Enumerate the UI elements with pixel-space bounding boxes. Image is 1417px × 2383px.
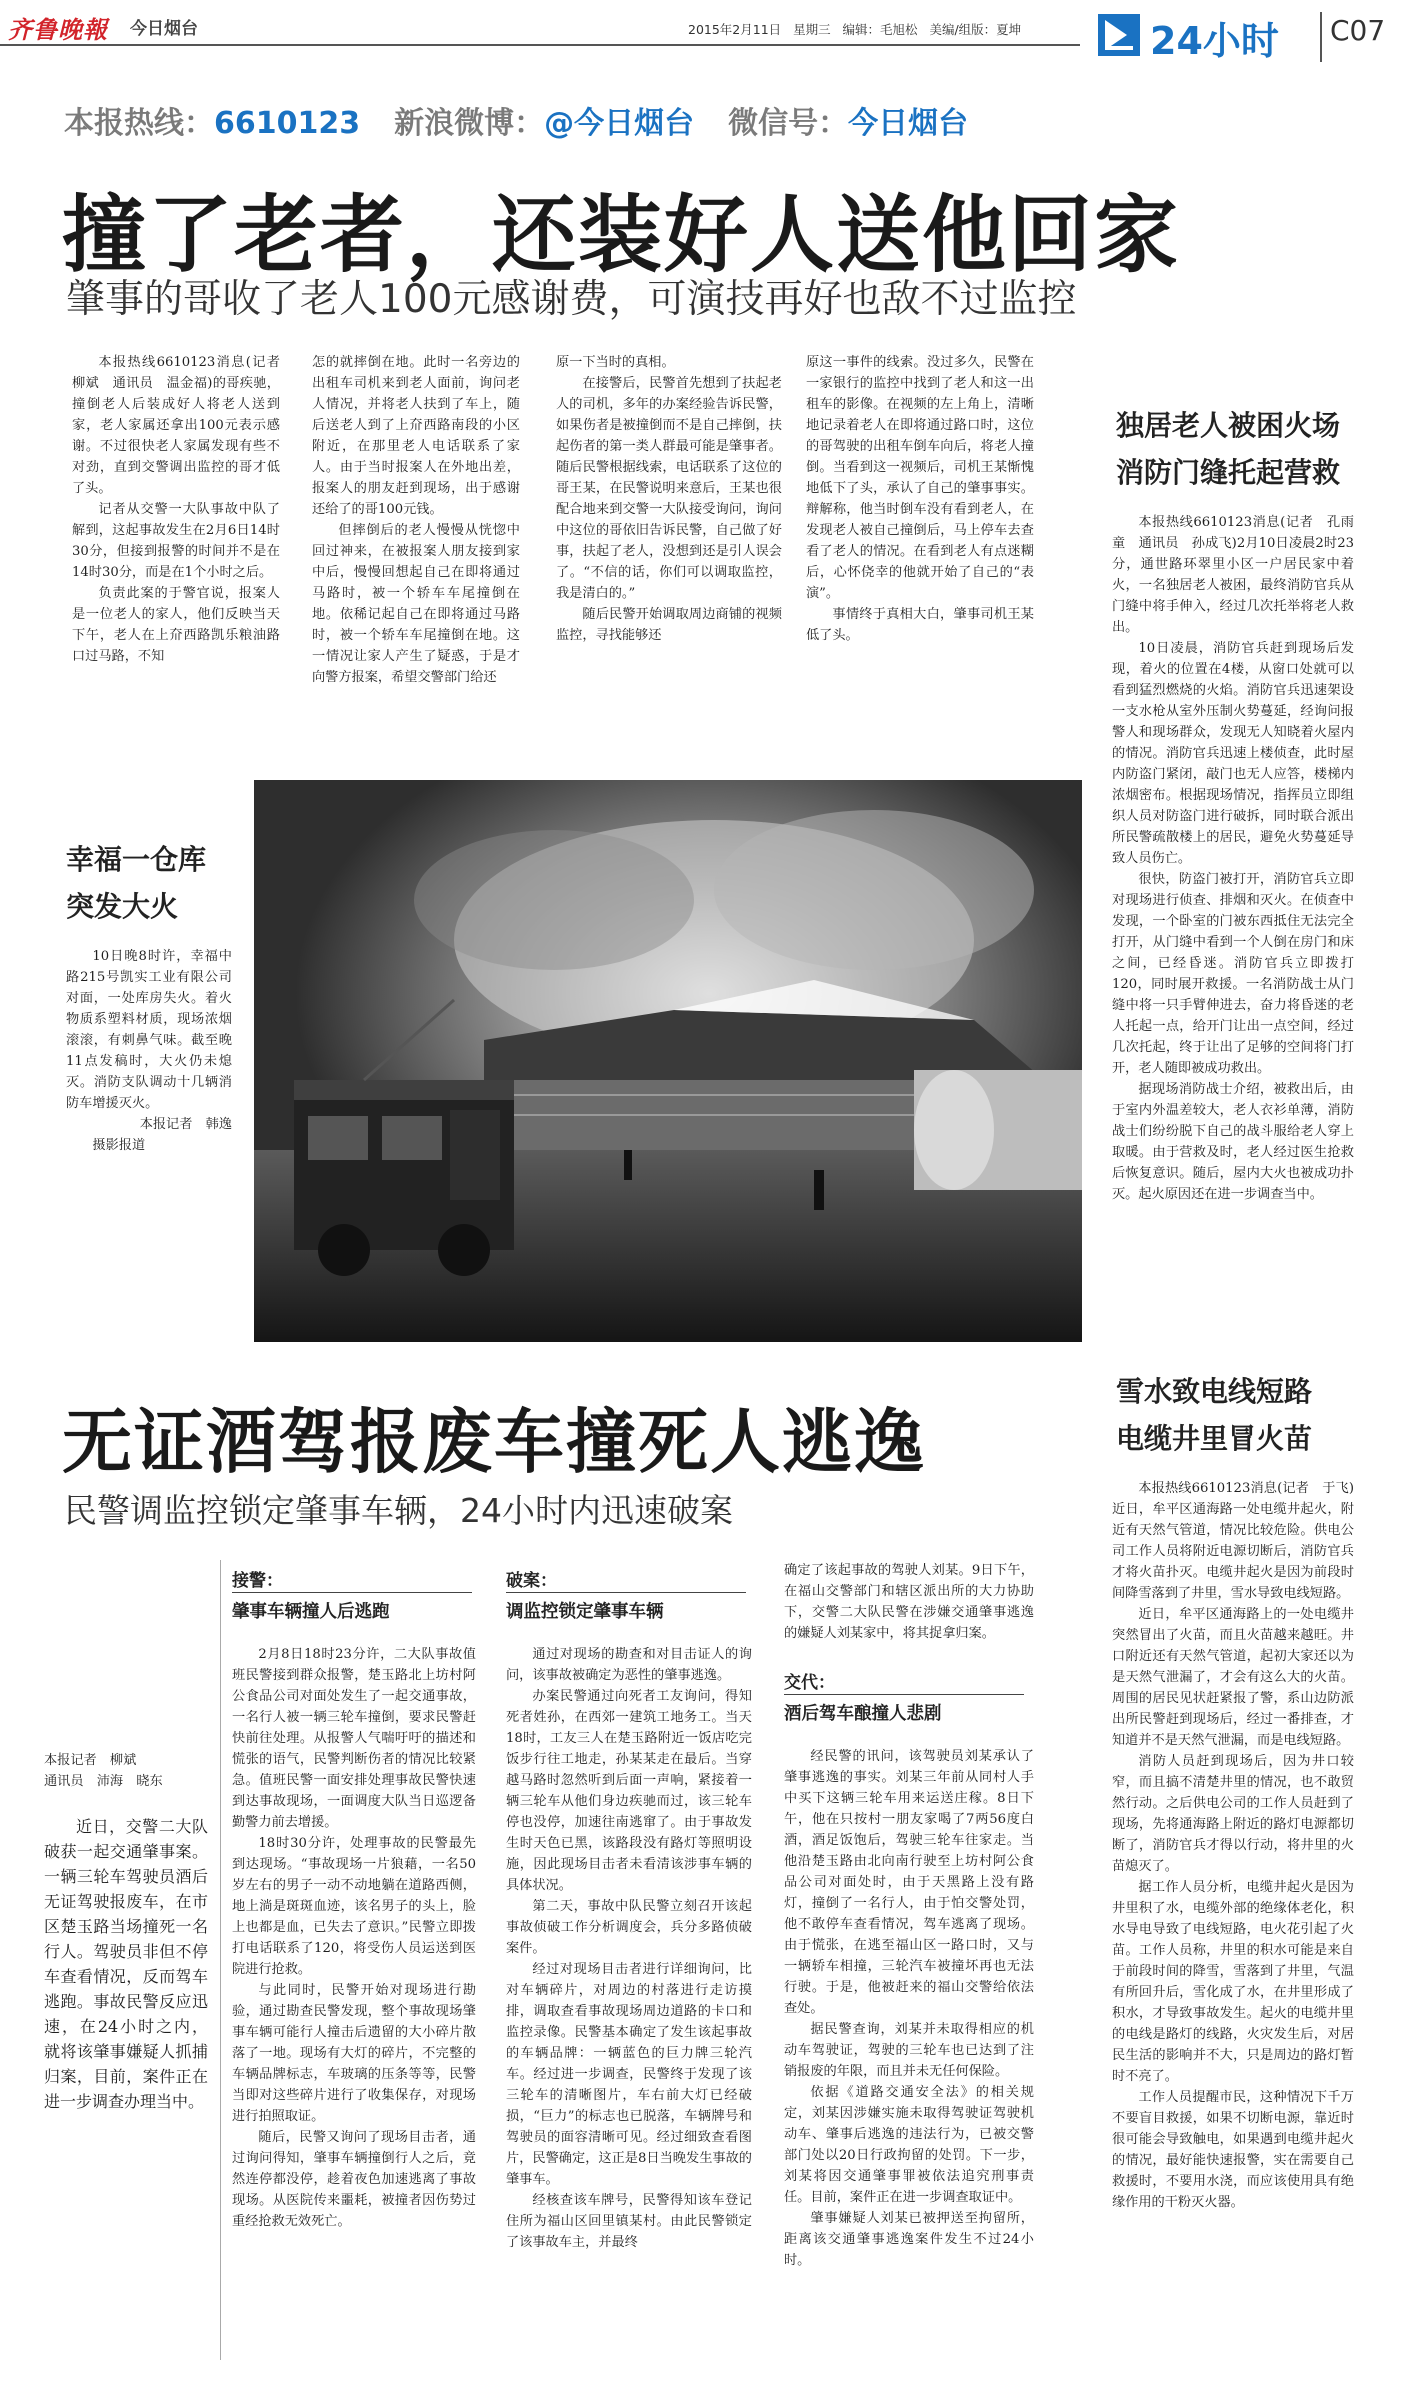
paragraph: 原这一事件的线索。没过多久，民警在一家银行的监控中找到了老人和这一出租车的影像。在视频的左上角上，清晰地记录着老人在即将通过路口时，这位的哥驾驶的出租车倒车向后，将老人撞倒。当看到这一视频后，司机王某惭愧地低下了头，承认了自己的肇事事实。辩解称，他当时倒车没有看到老人，在发现老人被自己撞倒后，马上停车去查看了老人的情况。在看到老人有点迷糊后，心怀侥幸的他就开始了自己的“表演”。: [806, 355, 1034, 601]
warehouse-fire-photo: [254, 780, 1082, 1342]
section-title: 酒后驾车酿撞人悲剧: [784, 1704, 942, 1724]
paragraph: 通过对现场的勘查和对目击证人的询问，该事故被确定为恶性的肇事逃逸。: [506, 1647, 752, 1683]
issue-weekday: 星期三: [793, 22, 831, 37]
section-title: 调监控锁定肇事车辆: [506, 1602, 664, 1622]
paragraph: 本报热线6610123消息(记者 孔雨童 通讯员 孙成飞)2月10日凌晨2时23分，通世路环翠里小区一户居民家中着火，一名独居老人被困，最终消防官兵从门缝中将手伸入，经过几次托举将老人救出。: [1112, 515, 1354, 635]
section-title: 24小时: [1150, 19, 1279, 63]
main-headline: 撞了老者，还装好人送他回家: [62, 186, 1181, 284]
header-divider: [1320, 12, 1322, 62]
paragraph: 经核查该车牌号，民警得知该车登记住所为福山区回里镇某村。由此民警锁定了该事故车主，并最终: [506, 2193, 752, 2250]
section-label: 接警：: [232, 1571, 283, 1591]
story2-section1-body: [232, 1644, 476, 2232]
paragraph: 本报热线6610123消息(记者 柳斌 通讯员 温金福)的哥疾驰，撞倒老人后装成好人将老人送到家，老人家属还拿出100元表示感谢。不过很快老人家属发现有些不对劲，直到交警调出监控的哥才低了头。: [72, 355, 294, 496]
hotline-label: 本报热线：: [64, 106, 214, 141]
masthead-logo: 齐鲁晚報: [8, 15, 108, 44]
story2-lead: [44, 1814, 208, 2114]
paragraph: 肇事嫌疑人刘某已被押送至拘留所，距离该交通肇事逃逸案件发生不过24小时。: [784, 2211, 1034, 2268]
cable-fire-body: [1112, 1478, 1368, 2213]
weibo-value: @今日烟台: [544, 106, 695, 141]
paragraph: 18时30分许，处理事故的民警最先到达现场。“事故现场一片狼藉，一名50岁左右的男子一动不动地躺在道路西侧，地上淌是斑斑血迹，该名男子的头上，脸上也都是血，已失去了意识。”民警立即拨打电话联系了120，将受伤人员运送到医院进行抢救。: [232, 1836, 476, 1977]
byline: 本报记者 韩逸: [139, 1117, 232, 1132]
headline-line: 雪水致电线短路: [1116, 1375, 1313, 1408]
issue-meta: [688, 20, 1021, 38]
paragraph: 原一下当时的真相。: [556, 355, 675, 370]
hotline-value: 6610123: [214, 106, 361, 141]
paragraph: 但摔倒后的老人慢慢从恍惚中回过神来，在被报案人朋友接到家中后，慢慢回想起自己在即将通过马路时，被一个轿车车尾撞倒在地。依稀记起自己在即将通过马路时，被一个轿车车尾撞倒在地。这一情况让家人产生了疑惑，于是才向警方报案，希望交警部门给还: [312, 523, 520, 685]
headline-line: 突发大火: [66, 890, 179, 923]
headline-line: 电缆井里冒火苗: [1116, 1422, 1313, 1455]
section-title: 肇事车辆撞人后逃跑: [232, 1602, 390, 1622]
paragraph: 据现场消防战士介绍，被救出后，由于室内外温差较大，老人衣衫单薄，消防战士们纷纷脱下自己的战斗服给老人穿上取暖。由于营救及时，老人经过医生抢救后恢复意识。随后，屋内大火也被成功扑灭。起火原因还在进一步调查当中。: [1112, 1082, 1354, 1202]
paragraph: 负责此案的于警官说，报案人是一位老人的家人，他们反映当天下午，老人在上夼西路凯乐粮油路口过马路，不知: [72, 586, 280, 664]
editor-credit: 编辑：毛旭松: [842, 22, 918, 37]
headline-line: 消防门缝托起营救: [1116, 456, 1341, 489]
weibo-label: 新浪微博：: [394, 106, 545, 141]
paragraph: 10日晚8时许，幸福中路215号凯实工业有限公司对面，一处库房失火。着火物质系塑料材质，现场浓烟滚滚，有刺鼻气味。截至晚11点发稿时，大火仍未熄灭。消防支队调动十几辆消防车增援灭火。: [66, 949, 232, 1111]
paragraph: 事情终于真相大白，肇事司机王某低了头。: [806, 607, 1034, 643]
paragraph: 消防人员赶到现场后，因为井口较窄，而且搞不清楚井里的情况，也不敢贸然行动。之后供电公司的工作人员赶到了现场，先将通海路上附近的路灯电源都切断了，消防官兵才得以行动，将井里的火苗熄灭了。: [1112, 1754, 1354, 1874]
headline-line: 独居老人被困火场: [1116, 409, 1341, 442]
cable-fire-headline: [1116, 1368, 1312, 1462]
story2-section2-body: [506, 1644, 752, 2253]
story2-section3-body: [784, 1746, 1034, 2271]
paragraph: 随后民警开始调取周边商铺的视频监控，寻找能够还: [556, 607, 782, 643]
section-label: 破案：: [506, 1571, 557, 1591]
headline-line: 幸福一仓库: [66, 843, 207, 876]
paragraph: 工作人员提醒市民，这种情况下千万不要盲目救援，如果不切断电源，靠近时很可能会导致触电，如果遇到电缆井起火的情况，最好能快速报警，实在需要自己救援时，不要用水浇，而应该使用具有绝缘作用的干粉灭火器。: [1112, 2090, 1354, 2210]
elderly-rescue-body: [1112, 512, 1354, 1205]
drunk-driving-headline: 无证酒驾报废车撞死人逃逸: [62, 1401, 926, 1483]
paragraph: 据工作人员分析，电缆井起火是因为井里积了水，电缆外部的绝缘体老化，积水导电导致了电线短路，电火花引起了火苗。工作人员称，井里的积水可能是来自于前段时间的降雪，雪落到了井里，气温有所回升后，雪化成了水，在井里形成了积水，才导致事故发生。起火的电缆井里的电线是路灯的线路，火灾发生后，对居民生活的影响并不大，只是周边的路灯暂时不亮了。: [1112, 1880, 1354, 2084]
paragraph: 与此同时，民警开始对现场进行勘验，通过勘查民警发现，整个事故现场肇事车辆可能行人撞击后遗留的大小碎片散落了一地。现场有大灯的碎片，不完整的车辆品牌标志，车玻璃的压条等等，民警当即对这些碎片进行了收集保存，对现场进行拍照取证。: [232, 1983, 476, 2124]
page-number: C07: [1330, 14, 1386, 47]
story1-column-4: [806, 352, 1034, 646]
paragraph: 怎的就摔倒在地。此时一名旁边的出租车司机来到老人面前，询问老人情况，并将老人扶到了车上，随后送老人到了上夼西路南段的小区附近，在那里老人电话联系了家人。由于当时报案人在外地出差，报案人的朋友赶到现场，出于感谢还给了的哥100元钱。: [312, 355, 520, 517]
paragraph: 第二天，事故中队民警立刻召开该起事故侦破工作分析调度会，兵分多路侦破案件。: [506, 1899, 752, 1956]
paragraph: 办案民警通过向死者工友询问，得知死者姓孙，在西郊一建筑工地务工。当天18时，工友三人在楚玉路附近一饭店吃完饭步行往工地走，孙某某走在最后。当穿越马路时忽然听到后面一声响，紧接着一辆三轮车从他们身边疾驰而过，该三轮车停也没停，加速往南逃窜了。由于事故发生时天色已黑，该路段没有路灯等照明设施，因此现场目击者未看清该涉事车辆的具体状况。: [506, 1689, 752, 1893]
section-name: 今日烟台: [130, 19, 198, 39]
paragraph: 随后，民警又询问了现场目击者，通过询问得知，肇事车辆撞倒行人之后，竟然连停都没停，趁着夜色加速逃离了事故现场。从医院传来噩耗，被撞者因伤势过重经抢救无效死亡。: [232, 2130, 476, 2229]
column-divider: [220, 1560, 221, 2360]
lead-paragraph: 近日，交警二大队破获一起交通肇事案。一辆三轮车驾驶员酒后无证驾驶报废车，在市区楚玉路当场撞死一名行人。驾驶员非但不停车查看情况，反而驾车逃跑。事故民警反应迅速，在24小时之内，就将该肇事嫌疑人抓捕归案，目前，案件正在进一步调查办理当中。: [44, 1817, 208, 2111]
design-credit: 美编/组版：夏坤: [929, 22, 1022, 37]
wechat-label: 微信号：: [728, 106, 849, 141]
section-label: 交代：: [784, 1673, 835, 1693]
story2-col3-top: [784, 1560, 1034, 1644]
paragraph: 经过对现场目击者进行详细询问，比对车辆碎片，对周边的村落进行走访摸排，调取查看事故现场周边道路的卡口和监控录像。民警基本确定了发生该起事故的车辆品牌：一辆蓝色的巨力牌三轮汽车。经过进一步调查，民警终于发现了该三轮车的清晰图片，车右前大灯已经破损，“巨力”的标志也已脱落，车辆牌号和驾驶员的面容清晰可见。经过细致查看图片，民警确定，这正是8日当晚发生事故的肇事车。: [506, 1962, 752, 2187]
paragraph: 依据《道路交通安全法》的相关规定，刘某因涉嫌实施未取得驾驶证驾驶机动车、肇事后逃逸的违法行为，已被交警部门处以20日行政拘留的处罚。下一步，刘某将因交通肇事罪被依法追究刑事责任。目前，案件正在进一步调查取证中。: [784, 2085, 1034, 2205]
elderly-rescue-headline: [1116, 402, 1340, 496]
section-rule: [232, 1592, 472, 1593]
paragraph: 近日，牟平区通海路上的一处电缆井突然冒出了火苗，而且火苗越来越旺。井口附近还有天然气管道，起初大家还以为是天然气泄漏了，才会有这么大的火苗。周围的居民见状赶紧报了警，系山边防派出所民警赶到现场后，经过一番排查，才知道并不是天然气泄漏，而是电线短路。: [1112, 1607, 1354, 1748]
paragraph: 经民警的讯问，该驾驶员刘某承认了肇事逃逸的事实。刘某三年前从同村人手中买下这辆三轮车用来运送庄稼。8日下午，他在只按村一朋友家喝了7两56度白酒，酒足饭饱后，驾驶三轮车往家走。当他沿楚玉路由北向南行驶至上坊村阿公食品公司对面处时，由于天黑路上没有路灯，撞倒了一名行人，由于怕交警处罚，他不敢停车查看情况，驾车逃离了现场。由于慌张，在逃至福山区一路口时，又与一辆轿车相撞，三轮汽车被撞坏再也无法行驶。于是，他被赶来的福山交警给依法查处。: [784, 1749, 1034, 2016]
section-arrow-icon: [1098, 14, 1140, 56]
issue-date: 2015年2月11日: [688, 22, 782, 37]
story1-column-2: [312, 352, 520, 688]
section-rule: [506, 1592, 746, 1593]
main-subhead: 肇事的哥收了老人100元感谢费，可演技再好也敌不过监控: [66, 277, 1077, 322]
paragraph: 10日凌晨，消防官兵赶到现场后发现，着火的位置在4楼，从窗口处就可以看到猛烈燃烧的火焰。消防官兵迅速架设一支水枪从室外压制火势蔓延，经询问报警人和现场群众，发现无人知晓着火屋内的情况。消防官兵迅速上楼侦查，此时屋内防盗门紧闭，敲门也无人应答，楼梯内浓烟密布。根据现场情况，指挥员立即组织人员对防盗门进行破拆，同时联合派出所民警疏散楼上的居民，避免火势蔓延导致人员伤亡。: [1112, 641, 1354, 866]
contact-line: [64, 98, 968, 142]
warehouse-story-body: [66, 946, 232, 1156]
paragraph: 本报热线6610123消息(记者 于飞) 近日，牟平区通海路一处电缆井起火，附近有天然气管道，情况比较危险。供电公司工作人员将附近电源切断后，消防官兵才将火苗扑灭。电缆井起火是因为前段时间降雪落到了井里，雪水导致电线短路。: [1112, 1481, 1368, 1601]
paragraph: 确定了该起事故的驾驶人刘某。9日下午，在福山交警部门和辖区派出所的大力协助下，交警二大队民警在涉嫌交通肇事逃逸的嫌疑人刘某家中，将其捉拿归案。: [784, 1563, 1034, 1641]
warehouse-headline: [66, 836, 206, 930]
drunk-driving-subhead: 民警调监控锁定肇事车辆，24小时内迅速破案: [64, 1491, 733, 1530]
section-rule: [784, 1694, 1024, 1695]
paragraph: 据民警查询，刘某并未取得相应的机动车驾驶证，驾驶的三轮车也已达到了注销报废的年限，而且并未无任何保险。: [784, 2022, 1034, 2079]
story1-column-3: [556, 352, 782, 646]
header-rule: [0, 44, 1080, 46]
byline: 摄影报道: [92, 1138, 146, 1153]
paragraph: 很快，防盗门被打开，消防官兵立即对现场进行侦查、排烟和灭火。在侦查中发现，一个卧室的门被东西抵住无法完全打开，从门缝中看到一个人倒在房门和床之间，已经昏迷。消防官兵立即拨打120，同时展开救援。一名消防战士从门缝中将一只手臂伸进去，奋力将昏迷的老人托起一点，给开门让出一点空间，经过几次托起，终于让出了足够的空间将门打开，老人随即被成功救出。: [1112, 872, 1354, 1076]
paragraph: 记者从交警一大队事故中队了解到，这起事故发生在2月6日14时30分，但接到报警的时间并不是在14时30分，而是在1个小时之后。: [72, 502, 280, 580]
paragraph: 2月8日18时23分许，二大队事故值班民警接到群众报警，楚玉路北上坊村阿公食品公司对面处发生了一起交通事故，一名行人被一辆三轮车撞倒，要求民警赶快前往处理。从报警人气喘吁吁的描述和慌张的语气，民警判断伤者的情况比较紧急。值班民警一面安排处理事故民警快速到达事故现场，一面调度大队当日巡逻备勤警力前去增援。: [232, 1647, 476, 1830]
byline: 本报记者 柳斌: [44, 1753, 137, 1768]
story1-column-1: [72, 352, 294, 667]
byline: 通讯员 沛海 晓东: [44, 1774, 163, 1789]
story2-byline: [44, 1750, 208, 1792]
paragraph: 在接警后，民警首先想到了扶起老人的司机，多年的办案经验告诉民警，如果伤者是被撞倒而不是自己摔倒，扶起伤者的第一类人群最可能是肇事者。随后民警根据线索，电话联系了这位的哥王某，在民警说明来意后，王某也很配合地来到交警一大队接受询问，询问中这位的哥依旧告诉民警，自己做了好事，扶起了老人，没想到还是引人误会了。“不信的话，你们可以调取监控，我是清白的。”: [556, 376, 782, 601]
wechat-value: 今日烟台: [848, 106, 969, 141]
